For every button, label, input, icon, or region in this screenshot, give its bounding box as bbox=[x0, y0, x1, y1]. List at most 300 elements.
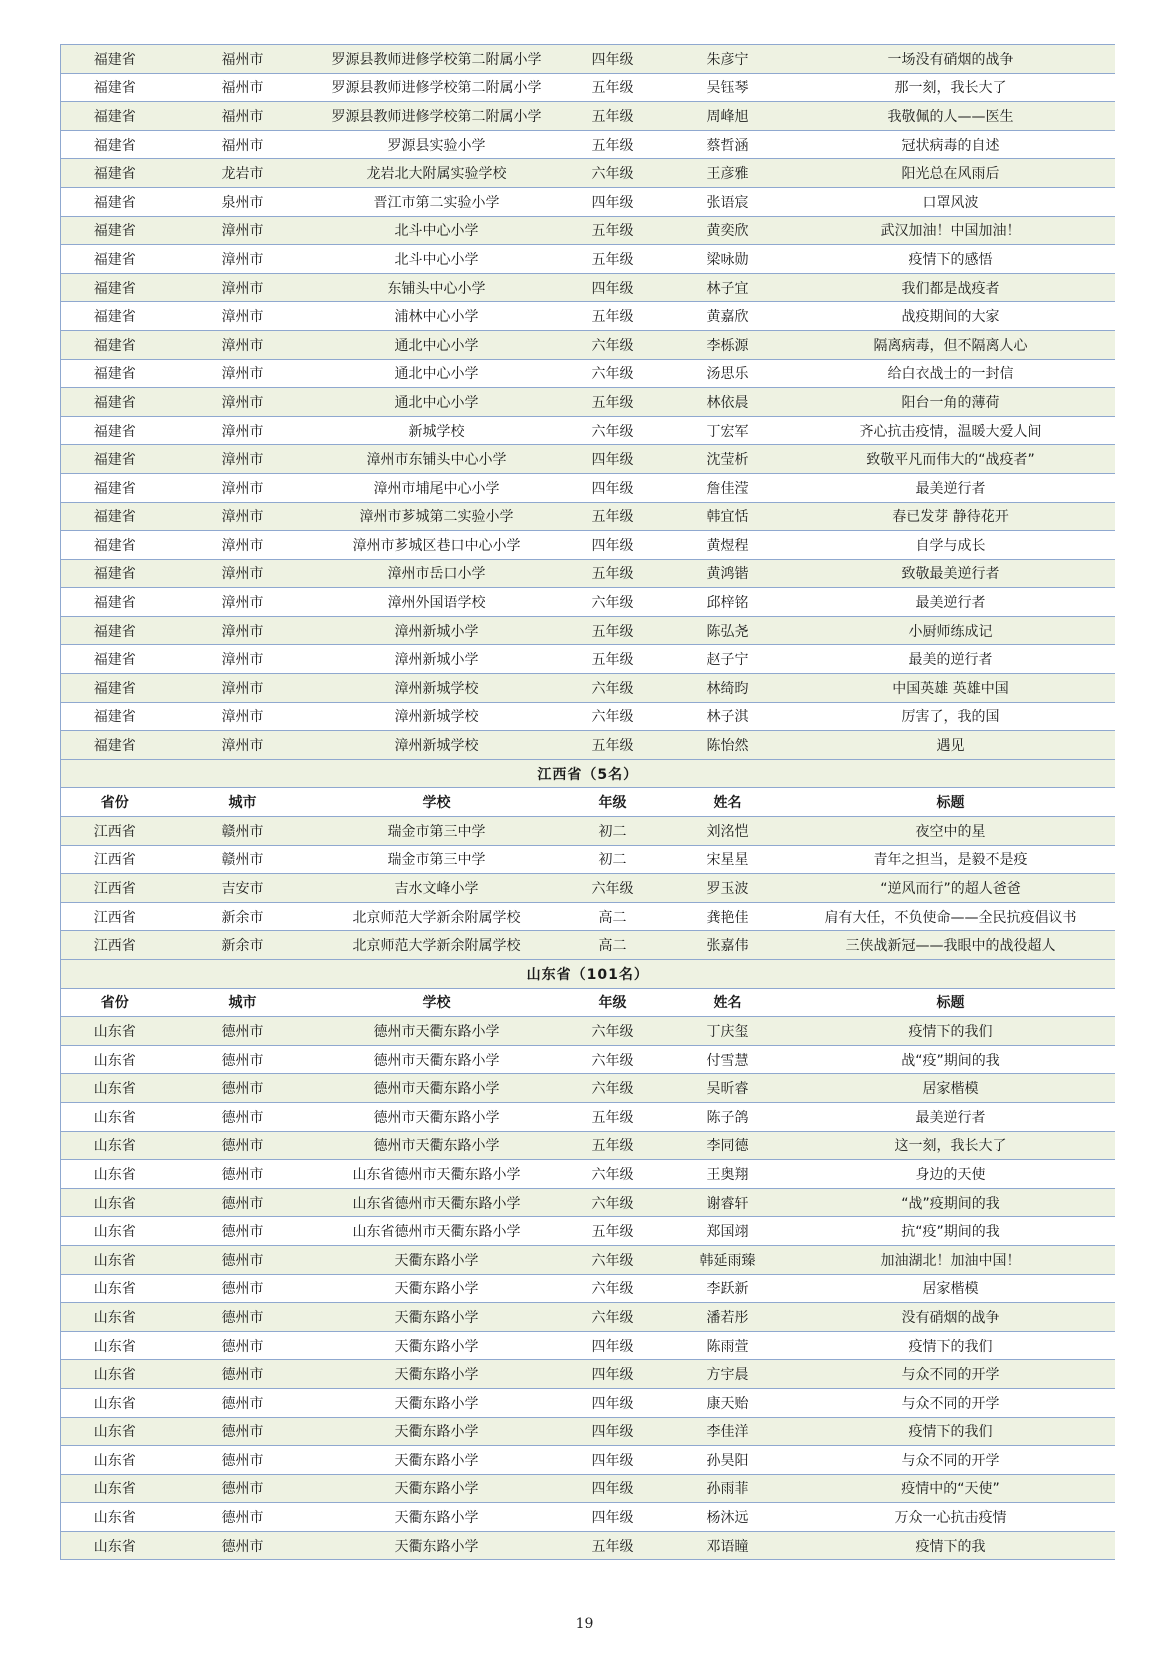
column-header-grade: 年级 bbox=[557, 788, 669, 817]
city-cell: 漳州市 bbox=[169, 473, 317, 502]
student-name-cell: 黄嘉欣 bbox=[669, 302, 787, 331]
essay-title-cell: 遇见 bbox=[787, 731, 1115, 760]
table-row bbox=[61, 1102, 1115, 1131]
essay-title-cell: 武汉加油！中国加油！ bbox=[787, 216, 1115, 245]
student-name-cell: 付雪慧 bbox=[669, 1045, 787, 1074]
student-name-cell: 潘若彤 bbox=[669, 1303, 787, 1332]
essay-title-cell: 与众不同的开学 bbox=[787, 1388, 1115, 1417]
table-row bbox=[61, 531, 1115, 560]
table-row bbox=[61, 245, 1115, 274]
essay-title-cell: 疫情下的我们 bbox=[787, 1417, 1115, 1446]
province-cell: 福建省 bbox=[61, 359, 169, 388]
table-row bbox=[61, 731, 1115, 760]
school-cell: 罗源县教师进修学校第二附属小学 bbox=[317, 102, 557, 131]
table-row bbox=[61, 102, 1115, 131]
province-section-row bbox=[61, 759, 1115, 788]
grade-cell: 五年级 bbox=[557, 1102, 669, 1131]
province-cell: 福建省 bbox=[61, 645, 169, 674]
grade-cell: 六年级 bbox=[557, 1188, 669, 1217]
city-cell: 漳州市 bbox=[169, 502, 317, 531]
essay-title-cell: 致敬平凡而伟大的“战疫者” bbox=[787, 445, 1115, 474]
school-cell: 漳州市芗城区巷口中心小学 bbox=[317, 531, 557, 560]
student-name-cell: 黄煜程 bbox=[669, 531, 787, 560]
city-cell: 福州市 bbox=[169, 102, 317, 131]
city-cell: 赣州市 bbox=[169, 845, 317, 874]
school-cell: 天衢东路小学 bbox=[317, 1417, 557, 1446]
table-row bbox=[61, 1245, 1115, 1274]
school-cell: 天衢东路小学 bbox=[317, 1503, 557, 1532]
essay-title-cell: 疫情下的我们 bbox=[787, 1017, 1115, 1046]
column-header-essay-title: 标题 bbox=[787, 788, 1115, 817]
table-row bbox=[61, 874, 1115, 903]
province-cell: 福建省 bbox=[61, 588, 169, 617]
city-cell: 德州市 bbox=[169, 1217, 317, 1246]
table-row bbox=[61, 1217, 1115, 1246]
province-cell: 江西省 bbox=[61, 817, 169, 846]
table-row bbox=[61, 616, 1115, 645]
table-row bbox=[61, 1417, 1115, 1446]
table-row bbox=[61, 130, 1115, 159]
table-row bbox=[61, 702, 1115, 731]
essay-title-cell: 我敬佩的人——医生 bbox=[787, 102, 1115, 131]
province-cell: 山东省 bbox=[61, 1360, 169, 1389]
city-cell: 漳州市 bbox=[169, 559, 317, 588]
essay-title-cell: 战“疫”期间的我 bbox=[787, 1045, 1115, 1074]
student-name-cell: 李同德 bbox=[669, 1131, 787, 1160]
school-cell: 漳州新城学校 bbox=[317, 731, 557, 760]
grade-cell: 初二 bbox=[557, 817, 669, 846]
grade-cell: 初二 bbox=[557, 845, 669, 874]
column-header-city: 城市 bbox=[169, 788, 317, 817]
grade-cell: 六年级 bbox=[557, 1045, 669, 1074]
grade-cell: 五年级 bbox=[557, 1131, 669, 1160]
essay-title-cell: 我们都是战疫者 bbox=[787, 273, 1115, 302]
essay-title-cell: 那一刻，我长大了 bbox=[787, 73, 1115, 102]
city-cell: 漳州市 bbox=[169, 616, 317, 645]
province-cell: 山东省 bbox=[61, 1331, 169, 1360]
student-name-cell: 梁咏勋 bbox=[669, 245, 787, 274]
city-cell: 德州市 bbox=[169, 1331, 317, 1360]
grade-cell: 六年级 bbox=[557, 588, 669, 617]
essay-title-cell: 没有硝烟的战争 bbox=[787, 1303, 1115, 1332]
grade-cell: 五年级 bbox=[557, 502, 669, 531]
essay-title-cell: 一场没有硝烟的战争 bbox=[787, 45, 1115, 74]
student-name-cell: 詹佳滢 bbox=[669, 473, 787, 502]
page-number: 19 bbox=[575, 1616, 594, 1632]
student-name-cell: 沈莹析 bbox=[669, 445, 787, 474]
province-cell: 山东省 bbox=[61, 1074, 169, 1103]
grade-cell: 六年级 bbox=[557, 1303, 669, 1332]
student-name-cell: 邱梓铭 bbox=[669, 588, 787, 617]
student-name-cell: 杨沐远 bbox=[669, 1503, 787, 1532]
school-cell: 德州市天衢东路小学 bbox=[317, 1045, 557, 1074]
province-cell: 山东省 bbox=[61, 1245, 169, 1274]
city-cell: 漳州市 bbox=[169, 216, 317, 245]
column-header-school: 学校 bbox=[317, 788, 557, 817]
province-cell: 福建省 bbox=[61, 616, 169, 645]
grade-cell: 五年级 bbox=[557, 388, 669, 417]
essay-title-cell: 自学与成长 bbox=[787, 531, 1115, 560]
essay-title-cell: 阳光总在风雨后 bbox=[787, 159, 1115, 188]
column-header-province: 省份 bbox=[61, 988, 169, 1017]
province-cell: 山东省 bbox=[61, 1045, 169, 1074]
essay-title-cell: 三侠战新冠——我眼中的战役超人 bbox=[787, 931, 1115, 960]
student-name-cell: 汤思乐 bbox=[669, 359, 787, 388]
province-cell: 福建省 bbox=[61, 731, 169, 760]
school-cell: 天衢东路小学 bbox=[317, 1360, 557, 1389]
student-name-cell: 邓语瞳 bbox=[669, 1531, 787, 1560]
city-cell: 德州市 bbox=[169, 1503, 317, 1532]
school-cell: 东铺头中心小学 bbox=[317, 273, 557, 302]
school-cell: 漳州市芗城第二实验小学 bbox=[317, 502, 557, 531]
table-row bbox=[61, 445, 1115, 474]
student-name-cell: 方宇晨 bbox=[669, 1360, 787, 1389]
grade-cell: 六年级 bbox=[557, 1074, 669, 1103]
province-cell: 福建省 bbox=[61, 159, 169, 188]
province-cell: 福建省 bbox=[61, 130, 169, 159]
grade-cell: 五年级 bbox=[557, 102, 669, 131]
student-name-cell: 朱彦宁 bbox=[669, 45, 787, 74]
grade-cell: 六年级 bbox=[557, 1245, 669, 1274]
student-name-cell: 陈怡然 bbox=[669, 731, 787, 760]
province-cell: 福建省 bbox=[61, 330, 169, 359]
grade-cell: 四年级 bbox=[557, 1417, 669, 1446]
essay-title-cell: 中国英雄 英雄中国 bbox=[787, 674, 1115, 703]
table-row bbox=[61, 359, 1115, 388]
table-row bbox=[61, 1503, 1115, 1532]
grade-cell: 五年级 bbox=[557, 616, 669, 645]
essay-title-cell: 春已发芽 静待花开 bbox=[787, 502, 1115, 531]
province-cell: 福建省 bbox=[61, 245, 169, 274]
province-cell: 福建省 bbox=[61, 45, 169, 74]
grade-cell: 五年级 bbox=[557, 245, 669, 274]
student-name-cell: 孙雨菲 bbox=[669, 1474, 787, 1503]
school-cell: 漳州市岳口小学 bbox=[317, 559, 557, 588]
student-name-cell: 张嘉伟 bbox=[669, 931, 787, 960]
table-row bbox=[61, 1188, 1115, 1217]
province-cell: 福建省 bbox=[61, 674, 169, 703]
student-name-cell: 丁宏军 bbox=[669, 416, 787, 445]
school-cell: 瑞金市第三中学 bbox=[317, 817, 557, 846]
city-cell: 漳州市 bbox=[169, 645, 317, 674]
school-cell: 天衢东路小学 bbox=[317, 1474, 557, 1503]
school-cell: 漳州新城学校 bbox=[317, 674, 557, 703]
student-name-cell: 林依晨 bbox=[669, 388, 787, 417]
grade-cell: 五年级 bbox=[557, 1217, 669, 1246]
table-row bbox=[61, 588, 1115, 617]
grade-cell: 四年级 bbox=[557, 445, 669, 474]
province-cell: 山东省 bbox=[61, 1131, 169, 1160]
school-cell: 山东省德州市天衢东路小学 bbox=[317, 1188, 557, 1217]
student-name-cell: 李栎源 bbox=[669, 330, 787, 359]
province-cell: 江西省 bbox=[61, 902, 169, 931]
grade-cell: 六年级 bbox=[557, 1274, 669, 1303]
city-cell: 漳州市 bbox=[169, 359, 317, 388]
school-cell: 德州市天衢东路小学 bbox=[317, 1102, 557, 1131]
school-cell: 漳州新城小学 bbox=[317, 616, 557, 645]
table-row bbox=[61, 330, 1115, 359]
essay-title-cell: 身边的天使 bbox=[787, 1160, 1115, 1189]
city-cell: 漳州市 bbox=[169, 674, 317, 703]
grade-cell: 四年级 bbox=[557, 273, 669, 302]
school-cell: 天衢东路小学 bbox=[317, 1531, 557, 1560]
city-cell: 德州市 bbox=[169, 1360, 317, 1389]
school-cell: 漳州新城学校 bbox=[317, 702, 557, 731]
student-name-cell: 韩延雨臻 bbox=[669, 1245, 787, 1274]
province-cell: 江西省 bbox=[61, 845, 169, 874]
table-row bbox=[61, 1017, 1115, 1046]
grade-cell: 六年级 bbox=[557, 359, 669, 388]
table-row bbox=[61, 645, 1115, 674]
city-cell: 德州市 bbox=[169, 1474, 317, 1503]
school-cell: 漳州市东铺头中心小学 bbox=[317, 445, 557, 474]
school-cell: 北京师范大学新余附属学校 bbox=[317, 902, 557, 931]
city-cell: 新余市 bbox=[169, 902, 317, 931]
city-cell: 德州市 bbox=[169, 1017, 317, 1046]
table-row bbox=[61, 1360, 1115, 1389]
essay-title-cell: 阳台一角的薄荷 bbox=[787, 388, 1115, 417]
column-header-essay-title: 标题 bbox=[787, 988, 1115, 1017]
province-cell: 山东省 bbox=[61, 1503, 169, 1532]
column-header-student-name: 姓名 bbox=[669, 788, 787, 817]
column-header-student-name: 姓名 bbox=[669, 988, 787, 1017]
table-row bbox=[61, 1388, 1115, 1417]
essay-title-cell: 给白衣战士的一封信 bbox=[787, 359, 1115, 388]
grade-cell: 六年级 bbox=[557, 1160, 669, 1189]
province-cell: 山东省 bbox=[61, 1474, 169, 1503]
essay-title-cell: 最美逆行者 bbox=[787, 473, 1115, 502]
province-cell: 江西省 bbox=[61, 931, 169, 960]
student-name-cell: 林绮昀 bbox=[669, 674, 787, 703]
grade-cell: 四年级 bbox=[557, 531, 669, 560]
essay-title-cell: 疫情下的我 bbox=[787, 1531, 1115, 1560]
city-cell: 德州市 bbox=[169, 1102, 317, 1131]
student-name-cell: 周峰旭 bbox=[669, 102, 787, 131]
student-name-cell: 丁庆玺 bbox=[669, 1017, 787, 1046]
city-cell: 德州市 bbox=[169, 1531, 317, 1560]
column-header-city: 城市 bbox=[169, 988, 317, 1017]
city-cell: 德州市 bbox=[169, 1245, 317, 1274]
school-cell: 德州市天衢东路小学 bbox=[317, 1074, 557, 1103]
city-cell: 德州市 bbox=[169, 1446, 317, 1475]
city-cell: 福州市 bbox=[169, 130, 317, 159]
city-cell: 德州市 bbox=[169, 1045, 317, 1074]
essay-title-cell: 冠状病毒的自述 bbox=[787, 130, 1115, 159]
student-name-cell: 李佳洋 bbox=[669, 1417, 787, 1446]
table-row bbox=[61, 473, 1115, 502]
city-cell: 德州市 bbox=[169, 1160, 317, 1189]
grade-cell: 四年级 bbox=[557, 45, 669, 74]
school-cell: 漳州新城小学 bbox=[317, 645, 557, 674]
student-name-cell: 黄奕欣 bbox=[669, 216, 787, 245]
city-cell: 德州市 bbox=[169, 1388, 317, 1417]
essay-title-cell: 加油湖北！加油中国！ bbox=[787, 1245, 1115, 1274]
grade-cell: 四年级 bbox=[557, 1474, 669, 1503]
student-name-cell: 李跃新 bbox=[669, 1274, 787, 1303]
grade-cell: 五年级 bbox=[557, 731, 669, 760]
city-cell: 漳州市 bbox=[169, 302, 317, 331]
school-cell: 山东省德州市天衢东路小学 bbox=[317, 1160, 557, 1189]
student-name-cell: 郑国翊 bbox=[669, 1217, 787, 1246]
province-cell: 山东省 bbox=[61, 1217, 169, 1246]
column-header-school: 学校 bbox=[317, 988, 557, 1017]
city-cell: 漳州市 bbox=[169, 588, 317, 617]
school-cell: 天衢东路小学 bbox=[317, 1303, 557, 1332]
school-cell: 龙岩北大附属实验学校 bbox=[317, 159, 557, 188]
student-name-cell: 林子宜 bbox=[669, 273, 787, 302]
province-cell: 山东省 bbox=[61, 1531, 169, 1560]
school-cell: 北斗中心小学 bbox=[317, 216, 557, 245]
city-cell: 漳州市 bbox=[169, 273, 317, 302]
grade-cell: 六年级 bbox=[557, 702, 669, 731]
province-cell: 福建省 bbox=[61, 531, 169, 560]
essay-title-cell: 战疫期间的大家 bbox=[787, 302, 1115, 331]
essay-title-cell: 疫情下的我们 bbox=[787, 1331, 1115, 1360]
essay-title-cell: 居家楷模 bbox=[787, 1274, 1115, 1303]
city-cell: 赣州市 bbox=[169, 817, 317, 846]
table-row bbox=[61, 416, 1115, 445]
table-row bbox=[61, 45, 1115, 74]
province-cell: 福建省 bbox=[61, 502, 169, 531]
grade-cell: 六年级 bbox=[557, 874, 669, 903]
city-cell: 漳州市 bbox=[169, 330, 317, 359]
province-cell: 山东省 bbox=[61, 1017, 169, 1046]
grade-cell: 六年级 bbox=[557, 416, 669, 445]
school-cell: 漳州市埔尾中心小学 bbox=[317, 473, 557, 502]
school-cell: 晋江市第二实验小学 bbox=[317, 187, 557, 216]
table-row bbox=[61, 187, 1115, 216]
table-row bbox=[61, 302, 1115, 331]
city-cell: 德州市 bbox=[169, 1303, 317, 1332]
school-cell: 罗源县教师进修学校第二附属小学 bbox=[317, 73, 557, 102]
grade-cell: 四年级 bbox=[557, 1446, 669, 1475]
school-cell: 德州市天衢东路小学 bbox=[317, 1131, 557, 1160]
table-row bbox=[61, 1131, 1115, 1160]
school-cell: 瑞金市第三中学 bbox=[317, 845, 557, 874]
city-cell: 漳州市 bbox=[169, 245, 317, 274]
school-cell: 新城学校 bbox=[317, 416, 557, 445]
essay-title-cell: 最美的逆行者 bbox=[787, 645, 1115, 674]
city-cell: 德州市 bbox=[169, 1131, 317, 1160]
essay-title-cell: 厉害了，我的国 bbox=[787, 702, 1115, 731]
school-cell: 德州市天衢东路小学 bbox=[317, 1017, 557, 1046]
city-cell: 新余市 bbox=[169, 931, 317, 960]
essay-title-cell: 青年之担当，是毅不是疫 bbox=[787, 845, 1115, 874]
grade-cell: 四年级 bbox=[557, 473, 669, 502]
school-cell: 漳州外国语学校 bbox=[317, 588, 557, 617]
grade-cell: 六年级 bbox=[557, 1017, 669, 1046]
essay-title-cell: 隔离病毒，但不隔离人心 bbox=[787, 330, 1115, 359]
student-name-cell: 龚艳佳 bbox=[669, 902, 787, 931]
grade-cell: 四年级 bbox=[557, 1388, 669, 1417]
grade-cell: 六年级 bbox=[557, 159, 669, 188]
essay-title-cell: 肩有大任，不负使命——全民抗疫倡议书 bbox=[787, 902, 1115, 931]
column-header-row bbox=[61, 988, 1115, 1017]
province-cell: 福建省 bbox=[61, 416, 169, 445]
table-row bbox=[61, 1274, 1115, 1303]
province-cell: 山东省 bbox=[61, 1446, 169, 1475]
essay-title-cell: 与众不同的开学 bbox=[787, 1360, 1115, 1389]
province-cell: 山东省 bbox=[61, 1274, 169, 1303]
student-name-cell: 孙昊阳 bbox=[669, 1446, 787, 1475]
essay-title-cell: “逆风而行”的超人爸爸 bbox=[787, 874, 1115, 903]
student-name-cell: 张语宸 bbox=[669, 187, 787, 216]
province-cell: 福建省 bbox=[61, 273, 169, 302]
table-row bbox=[61, 845, 1115, 874]
table-row bbox=[61, 273, 1115, 302]
essay-title-cell: 与众不同的开学 bbox=[787, 1446, 1115, 1475]
city-cell: 漳州市 bbox=[169, 388, 317, 417]
grade-cell: 六年级 bbox=[557, 330, 669, 359]
student-name-cell: 陈弘尧 bbox=[669, 616, 787, 645]
school-cell: 通北中心小学 bbox=[317, 359, 557, 388]
city-cell: 泉州市 bbox=[169, 187, 317, 216]
essay-title-cell: 齐心抗击疫情，温暖大爱人间 bbox=[787, 416, 1115, 445]
city-cell: 吉安市 bbox=[169, 874, 317, 903]
essay-title-cell: 小厨师练成记 bbox=[787, 616, 1115, 645]
student-name-cell: 林子淇 bbox=[669, 702, 787, 731]
essay-title-cell: 这一刻，我长大了 bbox=[787, 1131, 1115, 1160]
province-section-row bbox=[61, 960, 1115, 989]
school-cell: 通北中心小学 bbox=[317, 330, 557, 359]
student-name-cell: 赵子宁 bbox=[669, 645, 787, 674]
city-cell: 德州市 bbox=[169, 1274, 317, 1303]
essay-title-cell: 居家楷模 bbox=[787, 1074, 1115, 1103]
table-row bbox=[61, 1045, 1115, 1074]
province-cell: 福建省 bbox=[61, 187, 169, 216]
grade-cell: 四年级 bbox=[557, 1331, 669, 1360]
province-cell: 福建省 bbox=[61, 102, 169, 131]
province-cell: 山东省 bbox=[61, 1388, 169, 1417]
essay-title-cell: 夜空中的星 bbox=[787, 817, 1115, 846]
table-row bbox=[61, 1160, 1115, 1189]
essay-title-cell: 口罩风波 bbox=[787, 187, 1115, 216]
province-cell: 山东省 bbox=[61, 1160, 169, 1189]
grade-cell: 高二 bbox=[557, 902, 669, 931]
award-table bbox=[60, 44, 1115, 1560]
student-name-cell: 康天贻 bbox=[669, 1388, 787, 1417]
grade-cell: 五年级 bbox=[557, 130, 669, 159]
student-name-cell: 吴钰琴 bbox=[669, 73, 787, 102]
province-section-title: 江西省（5名） bbox=[61, 759, 1115, 788]
school-cell: 北斗中心小学 bbox=[317, 245, 557, 274]
city-cell: 漳州市 bbox=[169, 702, 317, 731]
city-cell: 德州市 bbox=[169, 1417, 317, 1446]
essay-title-cell: 致敬最美逆行者 bbox=[787, 559, 1115, 588]
column-header-row bbox=[61, 788, 1115, 817]
table-row bbox=[61, 1074, 1115, 1103]
school-cell: 山东省德州市天衢东路小学 bbox=[317, 1217, 557, 1246]
school-cell: 吉水文峰小学 bbox=[317, 874, 557, 903]
province-cell: 山东省 bbox=[61, 1417, 169, 1446]
table-row bbox=[61, 1531, 1115, 1560]
school-cell: 通北中心小学 bbox=[317, 388, 557, 417]
table-row bbox=[61, 388, 1115, 417]
essay-title-cell: 疫情中的“天使” bbox=[787, 1474, 1115, 1503]
province-cell: 江西省 bbox=[61, 874, 169, 903]
student-name-cell: 罗玉波 bbox=[669, 874, 787, 903]
city-cell: 龙岩市 bbox=[169, 159, 317, 188]
province-cell: 福建省 bbox=[61, 302, 169, 331]
school-cell: 天衢东路小学 bbox=[317, 1388, 557, 1417]
province-cell: 福建省 bbox=[61, 216, 169, 245]
essay-title-cell: 万众一心抗击疫情 bbox=[787, 1503, 1115, 1532]
student-name-cell: 韩宜恬 bbox=[669, 502, 787, 531]
school-cell: 罗源县教师进修学校第二附属小学 bbox=[317, 45, 557, 74]
city-cell: 福州市 bbox=[169, 73, 317, 102]
table-row bbox=[61, 559, 1115, 588]
essay-title-cell: 抗“疫”期间的我 bbox=[787, 1217, 1115, 1246]
